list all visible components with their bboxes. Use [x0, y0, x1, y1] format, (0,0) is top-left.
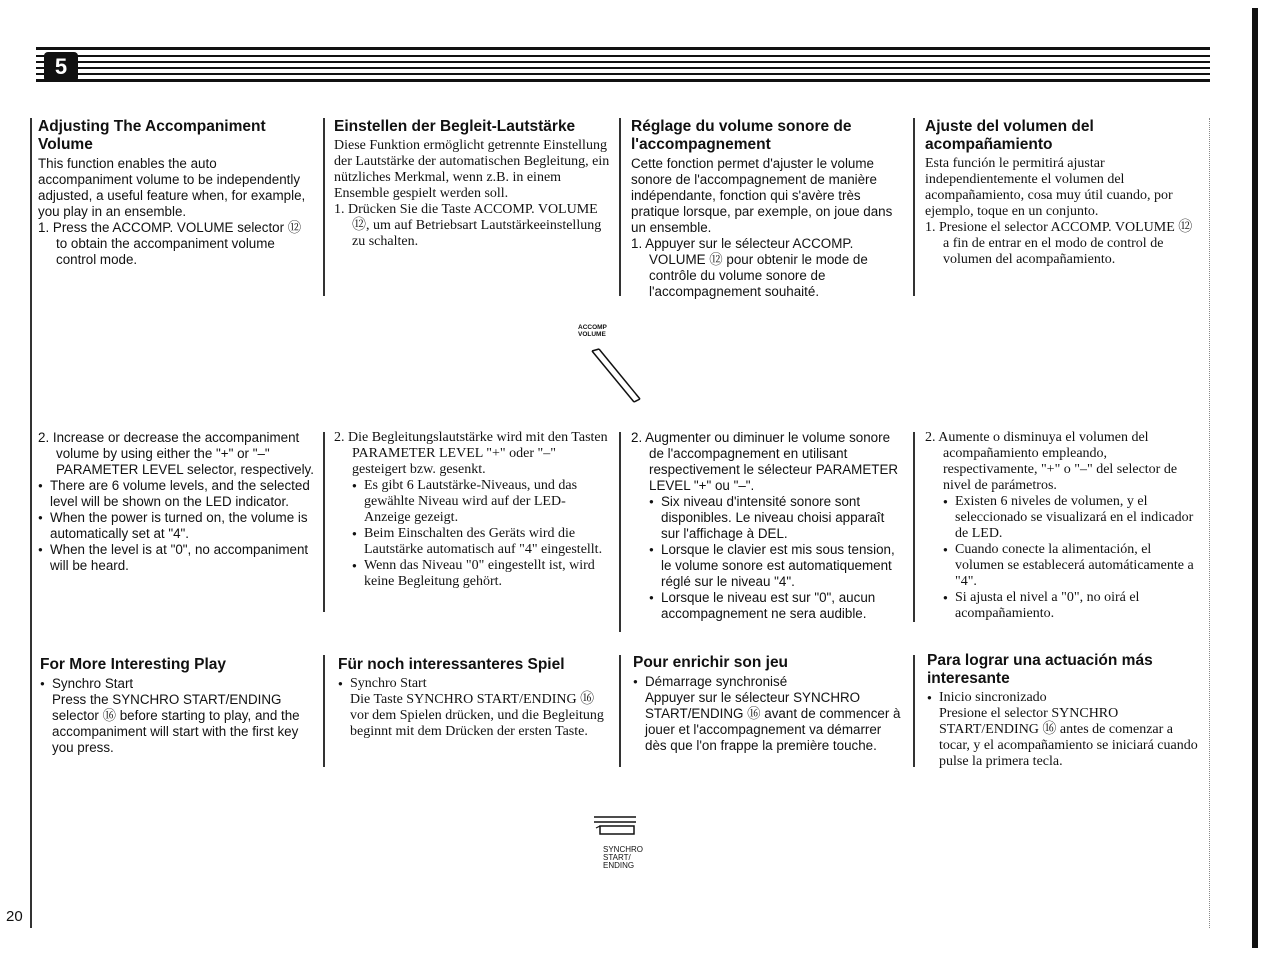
page-edge-bar [1252, 8, 1258, 948]
column-english-synchro [40, 656, 310, 756]
intro-text: Esta función le permitirá ajustar independientemente el volumen del acompañamiento, cosa muy útil cuando, por ejemplo, toque en un conjunto. [925, 156, 1173, 219]
bullet-item: ● Beim Einschalten des Geräts wird die Lautstärke automatisch auf "4" eingestellt. [334, 526, 610, 558]
section-number-badge: 5 [44, 52, 78, 82]
column-german-synchro [338, 656, 610, 740]
step-1: 1. Appuyer sur le sélecteur ACCOMP. VOLUME ⑫ pour obtenir le mode de contrôle du volume sonore de l'accompagnement souhaité. [631, 236, 868, 299]
accomp-volume-label [578, 324, 607, 338]
bullet-item: ● Lorsque le niveau est sur "0", aucun accompagnement ne sera audible. [631, 590, 903, 622]
intro-text: Diese Funktion ermöglicht getrennte Einstellung der Lautstärke der automatischen Begleitung, ein nützliches Merkmal, wenn z.B. in einem Ensemble gespielt werden soll. [334, 138, 610, 201]
column-spanish-synchro [927, 652, 1203, 770]
step-2: 2. Augmenter ou diminuer le volume sonore de l'accompagnement en utilisant respectivement le sélecteur PARAMETER LEVEL "+" ou "–". [631, 430, 899, 493]
left-margin-rule [30, 118, 32, 928]
bullet-item: ● Démarrage synchronisé [633, 674, 905, 690]
synchro-label-line: ENDING [603, 861, 635, 870]
bullet-item: ● Existen 6 niveles de volumen, y el seleccionado se visualizará en el indicador de LED. [925, 494, 1201, 542]
accomp-label-line: VOLUME [578, 331, 606, 338]
column-divider [323, 118, 325, 296]
bullet-item: ● When the level is at "0", no accompaniment will be heard. [38, 542, 314, 574]
column-german-steps [334, 430, 610, 590]
column-divider [619, 655, 621, 767]
bullet-item: ● Synchro Start [338, 676, 610, 692]
bullet-item: ● Wenn das Niveau "0" eingestellt ist, wird keine Begleitung gehört. [334, 558, 610, 590]
step-2: 2. Die Begleitungslautstärke wird mit den Tasten PARAMETER LEVEL "+" oder "–" gesteigert bzw. gesenkt. [334, 430, 608, 477]
section-title: Einstellen der Begleit-Lautstärke [334, 118, 576, 135]
section-title: Ajuste del volumen del acompañamiento [925, 118, 1094, 153]
body-text: Die Taste SYNCHRO START/ENDING ⑯ vor dem Spielen drücken, und die Begleitung beginnt mit dem Drücken der ersten Taste. [350, 692, 604, 739]
bullet-item: ● Si ajusta el nivel a "0", no oirá el acompañamiento. [925, 590, 1201, 622]
step-1: 1. Presione el selector ACCOMP. VOLUME ⑫ a fin de entrar en el modo de control de volumen del acompañamiento. [925, 220, 1193, 267]
header-rules [36, 47, 1210, 83]
column-english-steps [38, 430, 314, 574]
subsection-title: For More Interesting Play [40, 656, 227, 673]
step-1: 1. Press the ACCOMP. VOLUME selector ⑫ to obtain the accompaniment volume control mode. [38, 220, 302, 267]
bullet-item: ● Synchro Start [40, 676, 310, 692]
subsection-title: Para lograr una actuación más interesante [927, 652, 1153, 687]
column-spanish-steps [925, 430, 1201, 622]
step-1: 1. Drücken Sie die Taste ACCOMP. VOLUME ⑫, um auf Betriebsart Lautstärkeeinstellung zu schalten. [334, 202, 602, 249]
synchro-start-label [603, 846, 643, 870]
column-french-synchro [633, 654, 905, 754]
column-french [631, 118, 903, 300]
page-number: 20 [6, 908, 23, 925]
bullet-item: ● Es gibt 6 Lautstärke-Niveaus, und das gewählte Niveau wird auf der LED-Anzeige gezeigt. [334, 478, 610, 526]
bullet-item: ● Six niveau d'intensité sonore sont disponibles. Le niveau choisi apparaît sur l'affichage à DEL. [631, 494, 903, 542]
column-divider [619, 118, 621, 296]
column-divider [913, 432, 915, 622]
step-2: 2. Increase or decrease the accompaniment volume by using either the "+" or "–" PARAMETER LEVEL selector, respectively. [38, 430, 314, 477]
column-english [38, 118, 314, 268]
column-divider [323, 432, 325, 612]
synchro-start-button-icon [592, 815, 640, 845]
column-french-steps [631, 430, 903, 622]
body-text: Presione el selector SYNCHRO START/ENDING ⑯ antes de comenzar a tocar, y el acompañamiento se iniciará cuando pulse la primera tecla. [939, 706, 1198, 769]
subsection-title: Pour enrichir son jeu [633, 654, 789, 671]
body-text: Appuyer sur le sélecteur SYNCHRO START/ENDING ⑯ avant de commencer à jouer et l'accompagnement va démarrer dès que l'on frappe la première touche. [645, 690, 901, 753]
intro-text: Cette fonction permet d'ajuster le volume sonore de l'accompagnement de manière indépendante, fonction qui s'avère très pratique lorsque, par exemple, on joue dans un ensemble. [631, 156, 893, 235]
bullet-item: ● Cuando conecte la alimentación, el volumen se establecerá automáticamente a "4". [925, 542, 1201, 590]
column-divider [619, 432, 621, 632]
synchro-label-line: SYNCHRO [603, 845, 644, 854]
section-title: Adjusting The Accompaniment Volume [38, 118, 266, 153]
column-spanish [925, 118, 1201, 268]
accomp-volume-button-icon [590, 348, 646, 406]
bullet-item: ● Inicio sincronizado [927, 690, 1203, 706]
body-text: Press the SYNCHRO START/ENDING selector ⑯ before starting to play, and the accompaniment will start with the first key you press. [52, 692, 300, 755]
right-margin-rule [1209, 118, 1211, 928]
column-divider [323, 655, 325, 767]
column-divider [913, 655, 915, 767]
subsection-title: Für noch interessanteres Spiel [338, 656, 565, 673]
column-german [334, 118, 610, 250]
column-divider [913, 118, 915, 296]
bullet-item: ● When the power is turned on, the volume is automatically set at "4". [38, 510, 314, 542]
step-2: 2. Aumente o disminuya el volumen del acompañamiento empleando, respectivamente, "+" o "–" del selector de nivel de parámetros. [925, 430, 1178, 493]
accomp-label-line: ACCOMP [578, 324, 607, 331]
intro-text: This function enables the auto accompaniment volume to be independently adjusted, a useful feature when, for example, you play in an ensemble. [38, 156, 306, 219]
bullet-item: ● Lorsque le clavier est mis sous tension, le volume sonore est automatiquement réglé sur le niveau "4". [631, 542, 903, 590]
synchro-label-line: START/ [603, 853, 631, 862]
bullet-item: ● There are 6 volume levels, and the selected level will be shown on the LED indicator. [38, 478, 314, 510]
section-title: Réglage du volume sonore de l'accompagnement [631, 118, 852, 153]
